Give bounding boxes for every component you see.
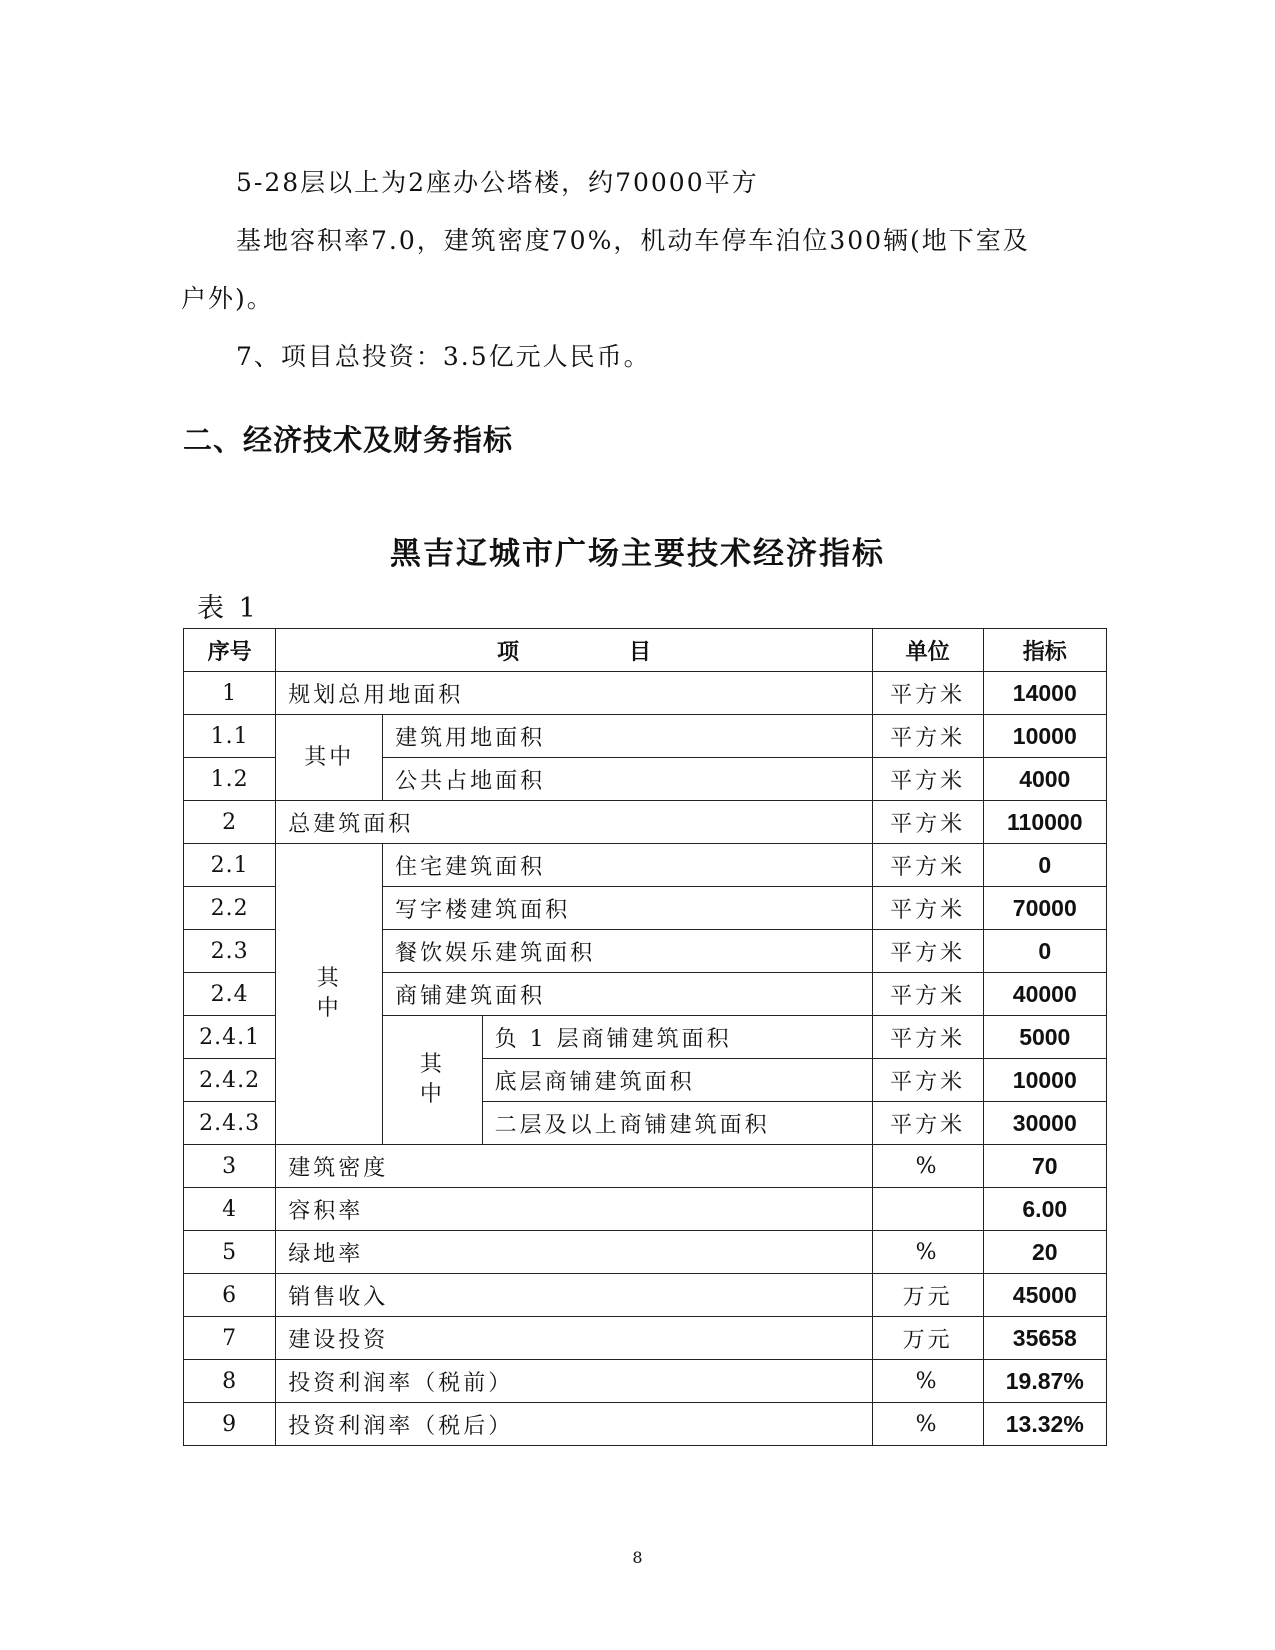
row-item: 投资利润率（税前） (276, 1360, 872, 1403)
row-seq: 2.3 (184, 930, 276, 973)
table-row (184, 672, 1107, 715)
row-unit (872, 1188, 983, 1231)
row-item: 商铺建筑面积 (383, 973, 872, 1016)
row-unit: % (872, 1360, 983, 1403)
row-unit: % (872, 1231, 983, 1274)
row-value: 40000 (983, 973, 1106, 1016)
row-item: 销售收入 (276, 1274, 872, 1317)
table-row (184, 801, 1107, 844)
row-value: 70 (983, 1145, 1106, 1188)
row-seq: 2 (184, 801, 276, 844)
row-item: 底层商铺建筑面积 (482, 1059, 872, 1102)
row-unit: 平方米 (872, 1059, 983, 1102)
row-item: 总建筑面积 (276, 801, 872, 844)
header-unit: 单位 (872, 629, 983, 672)
table-row (184, 1317, 1107, 1360)
row-unit: 平方米 (872, 844, 983, 887)
row-unit: 平方米 (872, 1102, 983, 1145)
row-unit: 万元 (872, 1317, 983, 1360)
row-seq: 2.2 (184, 887, 276, 930)
row-seq: 5 (184, 1231, 276, 1274)
row-seq: 1.1 (184, 715, 276, 758)
header-item: 项 目 (276, 629, 872, 672)
row-value: 14000 (983, 672, 1106, 715)
row-seq: 3 (184, 1145, 276, 1188)
sub-label-among-vertical-nested: 其 中 (383, 1016, 483, 1145)
header-seq: 序号 (184, 629, 276, 672)
row-seq: 1.2 (184, 758, 276, 801)
paragraph-plot-ratio-cont: 户外)。 (181, 284, 274, 313)
row-value: 110000 (983, 801, 1106, 844)
row-item: 投资利润率（税后） (276, 1403, 872, 1446)
row-item: 住宅建筑面积 (383, 844, 872, 887)
row-value: 5000 (983, 1016, 1106, 1059)
sub-label-among: 其中 (276, 715, 383, 801)
table-row (184, 1274, 1107, 1317)
row-item: 餐饮娱乐建筑面积 (383, 930, 872, 973)
row-value: 0 (983, 930, 1106, 973)
row-seq: 8 (184, 1360, 276, 1403)
row-value: 13.32% (983, 1403, 1106, 1446)
row-unit: 万元 (872, 1274, 983, 1317)
row-value: 45000 (983, 1274, 1106, 1317)
row-seq: 2.4.1 (184, 1016, 276, 1059)
row-seq: 6 (184, 1274, 276, 1317)
row-unit: % (872, 1145, 983, 1188)
row-unit: 平方米 (872, 715, 983, 758)
table-row (184, 715, 1107, 758)
row-unit: 平方米 (872, 887, 983, 930)
row-unit: 平方米 (872, 973, 983, 1016)
paragraph-total-investment: 7、项目总投资：3.5亿元人民币。 (236, 342, 651, 371)
row-value: 30000 (983, 1102, 1106, 1145)
row-item: 建筑用地面积 (383, 715, 872, 758)
row-item: 建设投资 (276, 1317, 872, 1360)
row-unit: 平方米 (872, 930, 983, 973)
row-seq: 7 (184, 1317, 276, 1360)
row-value: 35658 (983, 1317, 1106, 1360)
section-heading: 二、经济技术及财务指标 (183, 423, 514, 457)
row-item: 写字楼建筑面积 (383, 887, 872, 930)
row-seq: 9 (184, 1403, 276, 1446)
row-item: 规划总用地面积 (276, 672, 872, 715)
row-value: 0 (983, 844, 1106, 887)
row-item: 建筑密度 (276, 1145, 872, 1188)
row-seq: 4 (184, 1188, 276, 1231)
row-unit: % (872, 1403, 983, 1446)
row-value: 10000 (983, 1059, 1106, 1102)
row-seq: 2.4 (184, 973, 276, 1016)
row-value: 6.00 (983, 1188, 1106, 1231)
table-title: 黑吉辽城市广场主要技术经济指标 (390, 536, 885, 572)
table-row (184, 1360, 1107, 1403)
table-row (184, 1145, 1107, 1188)
row-unit: 平方米 (872, 1016, 983, 1059)
row-item: 负 1 层商铺建筑面积 (482, 1016, 872, 1059)
row-item: 绿地率 (276, 1231, 872, 1274)
row-seq: 2.1 (184, 844, 276, 887)
row-seq: 1 (184, 672, 276, 715)
row-unit: 平方米 (872, 758, 983, 801)
paragraph-plot-ratio: 基地容积率7.0，建筑密度70%，机动车停车泊位300辆(地下室及 (236, 226, 1030, 255)
row-seq: 2.4.2 (184, 1059, 276, 1102)
paragraph-office-towers: 5-28层以上为2座办公塔楼，约70000平方 (236, 168, 759, 197)
row-item: 公共占地面积 (383, 758, 872, 801)
table-label: 表 1 (197, 593, 259, 624)
row-value: 20 (983, 1231, 1106, 1274)
header-value: 指标 (983, 629, 1106, 672)
table-row (184, 844, 1107, 887)
row-unit: 平方米 (872, 801, 983, 844)
row-value: 70000 (983, 887, 1106, 930)
table-row (184, 1403, 1107, 1446)
table-row (184, 1188, 1107, 1231)
row-value: 10000 (983, 715, 1106, 758)
indicator-table (183, 628, 1107, 1446)
row-value: 19.87% (983, 1360, 1106, 1403)
sub-label-among-vertical: 其 中 (276, 844, 383, 1145)
table-row (184, 1231, 1107, 1274)
row-value: 4000 (983, 758, 1106, 801)
table-header-row (184, 629, 1107, 672)
row-item: 二层及以上商铺建筑面积 (482, 1102, 872, 1145)
page-number: 8 (632, 1548, 643, 1567)
row-unit: 平方米 (872, 672, 983, 715)
row-item: 容积率 (276, 1188, 872, 1231)
row-seq: 2.4.3 (184, 1102, 276, 1145)
